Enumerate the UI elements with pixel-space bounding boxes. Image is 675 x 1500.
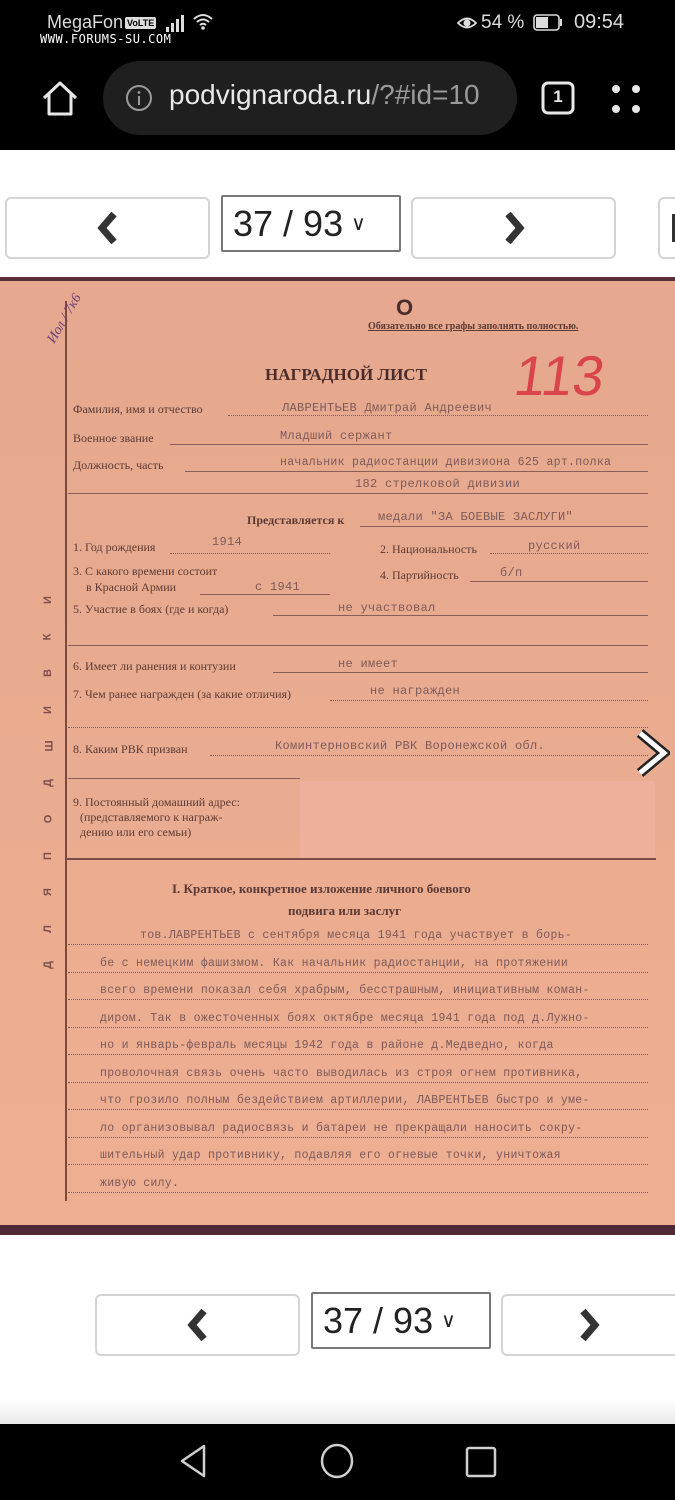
field-line: [68, 778, 300, 779]
page-select-bottom[interactable]: [311, 1292, 491, 1349]
side-label-letter: Д: [41, 778, 54, 787]
chevron-left-icon: [184, 1307, 212, 1343]
awards-value: не награжден: [370, 684, 461, 698]
party-label: 4. Партийность: [380, 568, 459, 582]
redacted-address: [300, 781, 655, 859]
next-page-button[interactable]: [411, 197, 616, 259]
side-label-letter: Д: [41, 961, 54, 969]
viewer-next-arrow-icon[interactable]: [634, 729, 670, 777]
battery-percent: 54 %: [481, 12, 525, 33]
name-value: ЛАВРЕНТЬЕВ Дмитрай Андреевич: [282, 401, 493, 415]
side-label-letter: О: [42, 814, 55, 824]
army-label-1: 3. С какого времени состоит: [73, 564, 218, 578]
extra-toolbar-button[interactable]: [658, 197, 675, 259]
eye-comfort-icon: [457, 14, 477, 32]
chevron-down-icon: ∨: [441, 1310, 456, 1332]
tab-count: 1: [553, 87, 563, 106]
body-line: что грозило полным бездействием артиллерии, ЛАВРЕНТЬЕВ быстро и уме-: [100, 1094, 590, 1107]
forum-watermark: WWW.FORUMS-SU.COM: [40, 32, 172, 46]
clock: 09:54: [574, 11, 625, 33]
party-value: б/п: [500, 566, 523, 580]
field-line: [470, 581, 648, 582]
side-label-letter: Ш: [43, 740, 56, 752]
field-line: [170, 553, 330, 554]
status-bar: [0, 0, 675, 48]
chevron-right-icon: [575, 1307, 603, 1343]
body-line: ло организовывал радиосвязь и батареи не прекращали наносить сокру-: [100, 1121, 583, 1135]
prev-page-button[interactable]: [5, 197, 210, 259]
back-icon[interactable]: [178, 1443, 208, 1479]
field-line: [228, 415, 648, 416]
wifi-icon: [192, 12, 214, 32]
field-line: [68, 1137, 648, 1138]
body-line: тов.ЛАВРЕНТЬЕВ с сентября месяца 1941 года участвует в борь-: [140, 929, 573, 942]
instruction-text: Обязательно все графы заполнять полностью.: [368, 321, 579, 332]
field-line: [490, 553, 648, 554]
field-line: [68, 1109, 648, 1110]
battery-icon: [533, 14, 563, 31]
position-value-2: 182 стрелковой дивизии: [355, 477, 521, 491]
birth-value: 1914: [212, 535, 243, 549]
body-line: диром. Так в ожесточенных боях октябре месяца 1941 года под д.Лужно-: [100, 1011, 590, 1025]
browser-toolbar: [0, 48, 675, 150]
field-line: [360, 526, 648, 527]
wounds-value: не имеет: [338, 657, 399, 671]
page-label: 37 / 93: [233, 202, 344, 244]
address-label-2: (представляемого к нагpаж-: [80, 810, 223, 824]
side-label-letter: И: [41, 596, 54, 604]
red-handwritten-number: 113: [510, 344, 609, 407]
army-value: с 1941: [255, 580, 301, 594]
nationality-value: русский: [528, 539, 581, 553]
tabs-button[interactable]: [541, 81, 575, 115]
field-line: [273, 615, 648, 616]
home-circle-icon[interactable]: [320, 1443, 354, 1479]
document-scan: [0, 277, 675, 1235]
home-icon[interactable]: [40, 78, 80, 118]
section-title-2: подвига или заслуг: [288, 903, 402, 918]
field-line: [170, 444, 648, 445]
battles-value: не участвовал: [338, 601, 436, 615]
system-navigation-bar: [0, 1424, 675, 1500]
field-line: [210, 755, 648, 756]
volte-badge: VoLTE: [127, 18, 155, 29]
field-line: [68, 1027, 648, 1028]
rvk-label: 8. Каким РВК призван: [73, 742, 188, 756]
circle-mark: О: [396, 295, 414, 320]
field-line: [68, 972, 648, 973]
award-label: Представляется к: [247, 513, 345, 527]
body-line: но и январь-февраль месяцы 1942 года в районе д.Медведно, когда: [100, 1039, 554, 1052]
section-divider: [66, 858, 656, 860]
signal-icon: [165, 14, 187, 32]
position-value-1: начальник радиостанции дивизиона 625 арт.полка: [280, 456, 612, 469]
margin-rule: [65, 301, 67, 1201]
page-select[interactable]: [221, 195, 401, 252]
battles-label: 5. Участие в боях (где и когда): [73, 602, 229, 616]
menu-dots-icon[interactable]: [608, 82, 644, 116]
page-footer-shadow: [0, 1400, 675, 1424]
document-title: НАГРАДНОЙ ЛИСТ: [265, 365, 427, 384]
side-label-letter: К: [41, 633, 54, 640]
field-line: [68, 944, 648, 945]
nationality-label: 2. Национальность: [380, 542, 477, 556]
info-icon[interactable]: [125, 84, 153, 112]
prev-page-button-bottom[interactable]: [95, 1294, 300, 1356]
body-line: живую силу.: [100, 1176, 180, 1190]
next-page-button-bottom[interactable]: [501, 1294, 675, 1356]
field-line: [68, 1164, 648, 1165]
field-line: [200, 594, 330, 595]
url-text[interactable]: podvignaroda.ru/?#id=10: [169, 79, 480, 110]
birth-label: 1. Год рождения: [73, 540, 156, 554]
field-line: [68, 493, 648, 494]
field-line: [273, 672, 648, 673]
award-sheet: [0, 281, 675, 1225]
body-line: шительный удар противнику, подавляя его огневые точки, уничтожая: [100, 1149, 561, 1162]
awards-label: 7. Чем ранее награжден (за какие отличия): [73, 687, 292, 701]
side-label-letter: П: [41, 851, 54, 860]
field-line: [68, 645, 648, 646]
field-line: [68, 1192, 648, 1193]
field-line: [185, 471, 648, 472]
position-label: Должность, часть: [73, 458, 164, 472]
page-label: 37 / 93: [323, 1299, 434, 1341]
handwritten-note: Иол / 7к6: [44, 291, 85, 347]
carrier-name: MegaFon VoLTE: [47, 12, 155, 32]
body-line: всего времени показал себя храбрым, бесстрашным, инициативным коман-: [100, 984, 590, 997]
side-label-letter: Л: [41, 924, 54, 933]
side-label-letter: И: [41, 705, 54, 714]
field-line: [68, 1082, 648, 1083]
army-label-2: в Красной Армии: [86, 580, 177, 594]
award-value: медали "ЗА БОЕВЫЕ ЗАСЛУГИ": [378, 510, 574, 524]
rank-label: Военное звание: [73, 431, 154, 445]
body-line: бе с немецким фашизмом. Как начальник радиостанции, на протяжении: [100, 956, 569, 970]
url-bar[interactable]: [103, 61, 517, 135]
chevron-left-icon: [94, 210, 122, 246]
section-title-1: I. Краткое, конкретное изложение личного боевого: [172, 881, 471, 896]
field-line: [68, 1054, 648, 1055]
field-line: [68, 727, 648, 728]
body-line: проволочная связь очень часто выводилась из строя огнем противника,: [100, 1066, 583, 1080]
field-line: [330, 700, 648, 701]
recents-icon[interactable]: [465, 1446, 497, 1478]
side-label-letter: В: [41, 669, 54, 677]
scan-edge: [0, 1225, 675, 1235]
rank-value: Младший сержант: [280, 429, 393, 443]
name-label: Фамилия, имя и отчество: [73, 402, 203, 416]
wounds-label: 6. Имеет ли ранения и контузии: [73, 659, 236, 673]
address-label-1: 9. Постоянный домашний адрес:: [73, 795, 240, 809]
chevron-right-icon: [500, 210, 528, 246]
address-label-3: дению или его семьи): [80, 825, 192, 839]
field-line: [68, 999, 648, 1000]
side-label-letter: Я: [41, 888, 54, 896]
rvk-value: Коминтерновский РВК Воронежской обл.: [275, 739, 546, 753]
chevron-down-icon: ∨: [351, 213, 366, 235]
